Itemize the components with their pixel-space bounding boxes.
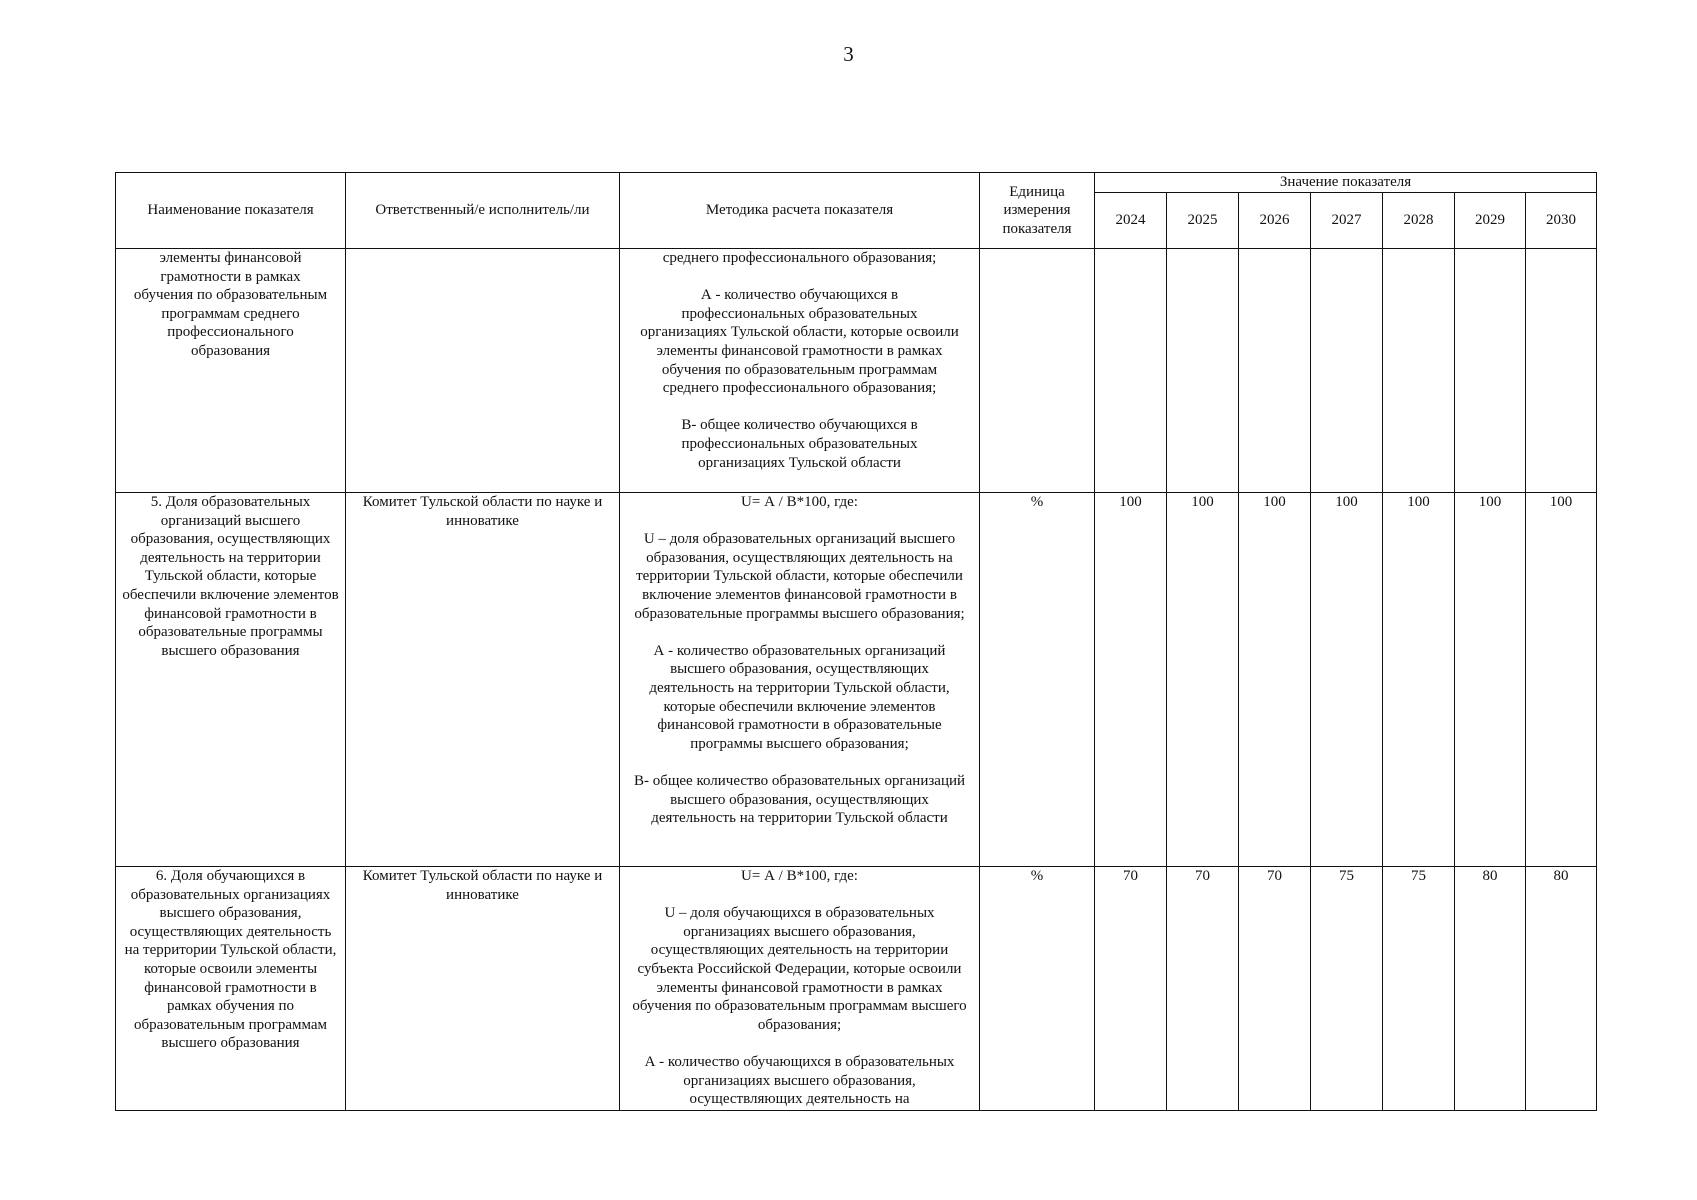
method-paragraph: U – доля образовательных организаций высшего образования, осуществляющих деятельность на территории Тульской области, которые обеспечили включение элементов финансовой грамотности в образовательные программы высшего образования; (634, 531, 965, 622)
method-cell (620, 249, 980, 493)
value-cell (1095, 249, 1167, 493)
indicator-name-cell: 6. Доля обучающихся в образовательных организациях высшего образования, осуществляющих деятельность на территории Тульской области, которые освоили элементы финансовой грамотности в рамках обучения по образовательным программам высшего образования (116, 867, 346, 1111)
header-year: 2027 (1311, 193, 1383, 249)
value-cell: 75 (1383, 867, 1455, 1111)
header-year: 2030 (1526, 193, 1597, 249)
value-cell (1239, 249, 1311, 493)
value-cell: 100 (1383, 493, 1455, 867)
responsible-cell (346, 249, 620, 493)
value-cell (1311, 249, 1383, 493)
method-paragraph: U – доля обучающихся в образовательных организациях высшего образования, осуществляющих деятельность на территории субъекта Российской Федерации, которые освоили элементы финансовой грамотности в рамках обучения по образовательным программам высшего образования; (632, 905, 967, 1033)
value-cell: 80 (1455, 867, 1526, 1111)
value-cell: 100 (1311, 493, 1383, 867)
unit-cell: % (980, 867, 1095, 1111)
method-paragraph: В- общее количество образовательных организаций высшего образования, осуществляющих деятельность на территории Тульской области (633, 772, 966, 827)
page-number: 3 (843, 42, 854, 66)
value-cell: 70 (1167, 867, 1239, 1111)
header-name: Наименование показателя (116, 173, 346, 249)
table-row (116, 249, 1597, 493)
header-year: 2028 (1383, 193, 1455, 249)
method-paragraph: А - количество обучающихся в профессиональных образовательных организациях Тульской области, которые освоили элементы финансовой грамотности в рамках обучения по образовательным программам среднего профессионального образования; (640, 287, 959, 397)
header-year: 2029 (1455, 193, 1526, 249)
value-cell (1383, 249, 1455, 493)
indicator-name-cell: 5. Доля образовательных организаций высшего образования, осуществляющих деятельность на территории Тульской области, которые обеспечили включение элементов финансовой грамотности в образовательные программы высшего образования (116, 493, 346, 867)
header-year: 2024 (1095, 193, 1167, 249)
value-cell: 100 (1167, 493, 1239, 867)
value-cell: 70 (1095, 867, 1167, 1111)
value-cell: 75 (1311, 867, 1383, 1111)
value-cell (1526, 249, 1597, 493)
method-paragraph: А - количество обучающихся в образовательных организациях высшего образования, осуществляющих деятельность на (644, 1053, 955, 1108)
table-row (116, 867, 1597, 1111)
value-cell: 80 (1526, 867, 1597, 1111)
method-cell (620, 867, 980, 1111)
value-cell: 100 (1095, 493, 1167, 867)
table-row (116, 493, 1597, 867)
header-year: 2026 (1239, 193, 1311, 249)
value-cell (1455, 249, 1526, 493)
value-cell (1167, 249, 1239, 493)
header-year: 2025 (1167, 193, 1239, 249)
method-formula: U= А / В*100, где: (741, 868, 858, 884)
unit-cell (980, 249, 1095, 493)
value-cell: 100 (1526, 493, 1597, 867)
indicator-name-cell: элементы финансовой грамотности в рамках обучения по образовательным программам среднего профессионального образования (116, 249, 346, 493)
header-value-group: Значение показателя (1095, 173, 1597, 193)
method-cell (620, 493, 980, 867)
method-formula: U= А / В*100, где: (741, 494, 858, 510)
value-cell: 100 (1455, 493, 1526, 867)
method-paragraph: среднего профессионального образования; (662, 250, 937, 266)
header-responsible: Ответственный/е исполнитель/ли (346, 173, 620, 249)
indicators-table (115, 172, 1597, 1111)
method-paragraph: А - количество образовательных организаций высшего образования, осуществляющих деятельность на территории Тульской области, которые обеспечили включение элементов финансовой грамотности в образовательные программы высшего образования; (649, 642, 950, 752)
value-cell: 100 (1239, 493, 1311, 867)
responsible-cell: Комитет Тульской области по науке и инноватике (346, 867, 620, 1111)
responsible-cell: Комитет Тульской области по науке и инноватике (346, 493, 620, 867)
value-cell: 70 (1239, 867, 1311, 1111)
header-method: Методика расчета показателя (620, 173, 980, 249)
header-unit: Единица измерения показателя (980, 173, 1095, 249)
unit-cell: % (980, 493, 1095, 867)
method-paragraph: В- общее количество обучающихся в профессиональных образовательных организациях Тульской области (681, 417, 918, 471)
